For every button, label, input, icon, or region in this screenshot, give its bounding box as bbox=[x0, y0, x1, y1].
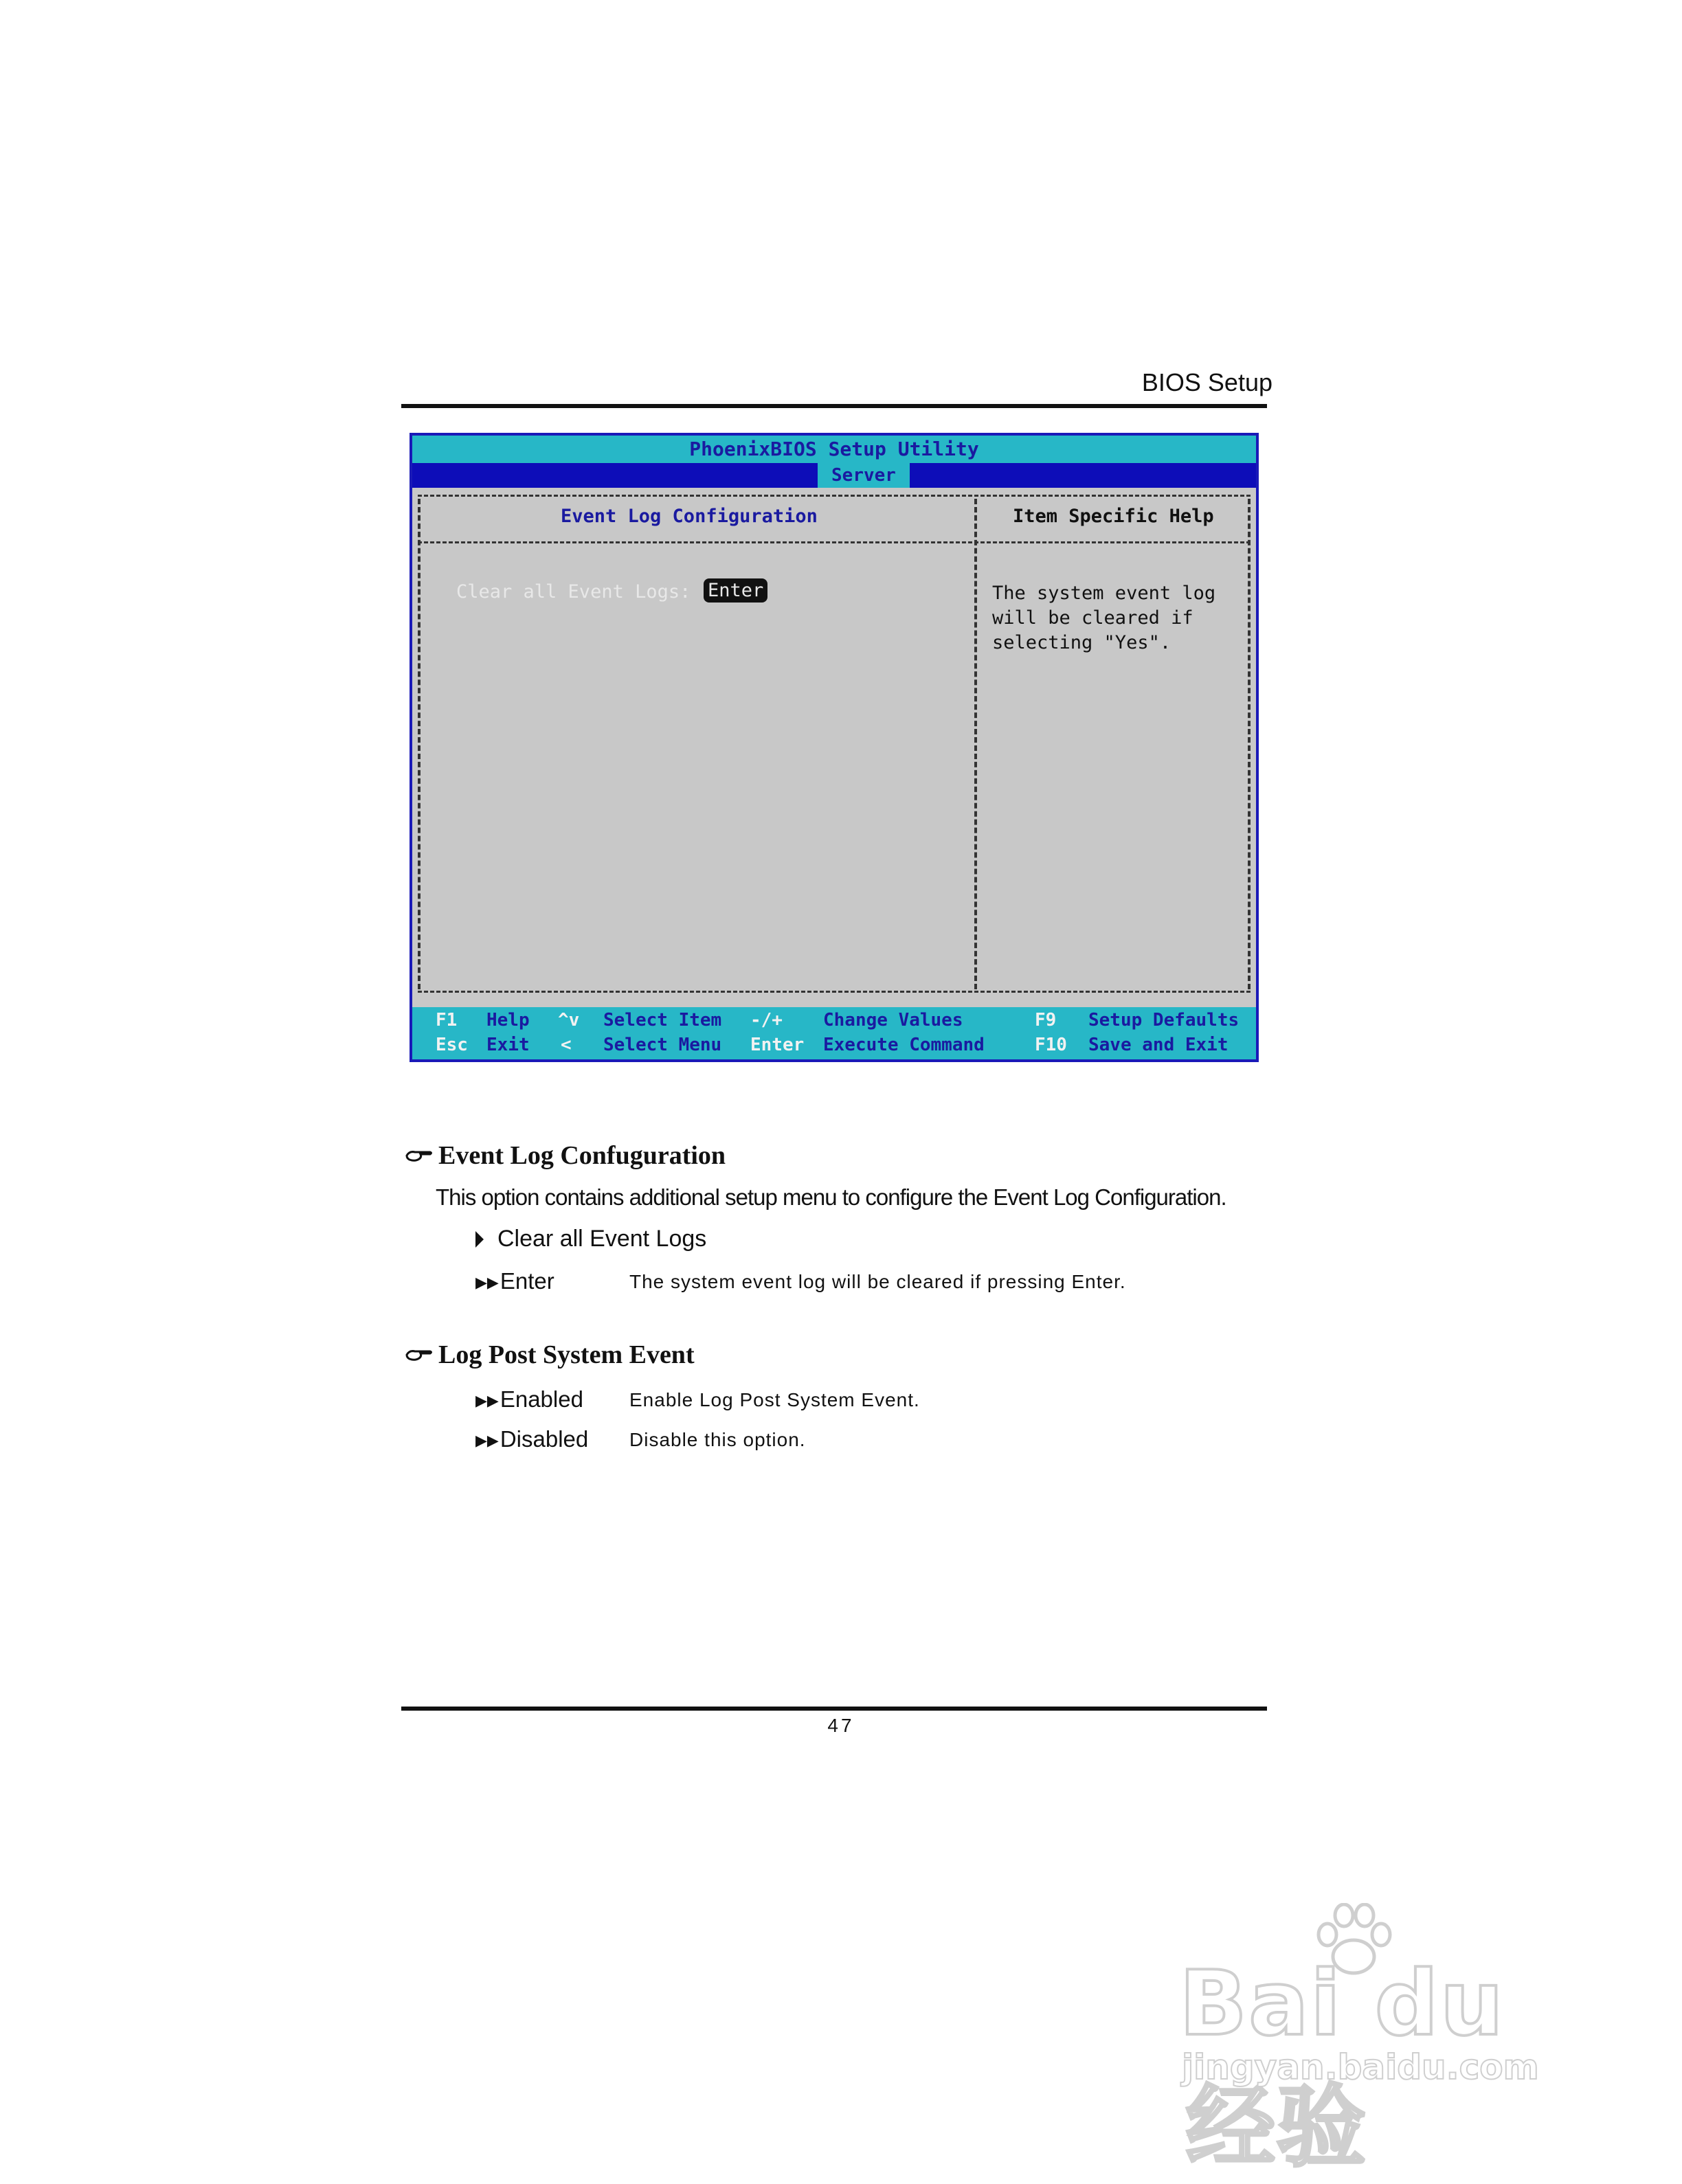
bios-key-f9: F9 bbox=[1035, 1010, 1057, 1031]
bios-key-desc: Exit bbox=[486, 1035, 530, 1055]
double-arrow-icon: ▶▶ bbox=[475, 1274, 499, 1291]
option-description: The system event log will be cleared if pressing Enter. bbox=[629, 1271, 1126, 1292]
section-paragraph: This option contains additional setup menu to configure the Event Log Configuration. bbox=[436, 1184, 1226, 1210]
page-number: 47 bbox=[827, 1715, 855, 1736]
section-title: Event Log Confuguration bbox=[438, 1141, 726, 1170]
bios-footer bbox=[412, 1007, 1256, 1059]
option-row bbox=[475, 1268, 554, 1294]
bios-item-value: Enter bbox=[704, 578, 767, 603]
bios-key-f10: F10 bbox=[1035, 1035, 1067, 1055]
option-row bbox=[475, 1426, 588, 1452]
triangle-bullet-icon bbox=[475, 1231, 484, 1248]
option-row bbox=[475, 1386, 583, 1412]
bios-key-desc: Help bbox=[486, 1010, 530, 1031]
option-label: Enter bbox=[500, 1268, 554, 1294]
watermark-brand: Bai du经验 bbox=[1179, 1951, 1505, 2179]
pointing-hand-icon bbox=[405, 1340, 434, 1370]
option-label: Disabled bbox=[500, 1426, 589, 1452]
bios-menubar bbox=[412, 463, 1256, 488]
section-heading bbox=[405, 1140, 726, 1171]
option-description: Enable Log Post System Event. bbox=[629, 1389, 920, 1410]
bios-border-right bbox=[1248, 499, 1251, 989]
bios-key-esc: Esc bbox=[436, 1035, 468, 1055]
bios-key-f1: F1 bbox=[436, 1010, 458, 1031]
option-label: Enabled bbox=[500, 1386, 583, 1412]
option-title bbox=[475, 1226, 706, 1252]
page-header-title: BIOS Setup bbox=[1141, 368, 1272, 396]
bios-key-desc: Select Item bbox=[603, 1010, 722, 1031]
bios-key-plusminus: -/+ bbox=[750, 1010, 783, 1031]
section-title: Log Post System Event bbox=[438, 1340, 695, 1369]
section-heading bbox=[405, 1340, 695, 1370]
bios-key-desc: Setup Defaults bbox=[1088, 1010, 1240, 1031]
bios-help-text: The system event log will be cleared if selecting "Yes". bbox=[992, 583, 1216, 653]
footer-rule bbox=[401, 1707, 1267, 1711]
bios-divider-top bbox=[418, 495, 1251, 497]
bios-divider-header bbox=[418, 541, 1251, 543]
pointing-hand-icon bbox=[405, 1140, 434, 1171]
double-arrow-icon: ▶▶ bbox=[475, 1432, 499, 1449]
bios-key-desc: Save and Exit bbox=[1088, 1035, 1229, 1055]
bios-tab-server: Server bbox=[818, 463, 910, 488]
bios-key-desc: Change Values bbox=[823, 1010, 963, 1031]
option-title-text: Clear all Event Logs bbox=[497, 1226, 707, 1252]
bios-key-desc: Select Menu bbox=[603, 1035, 722, 1055]
bios-left-heading: Event Log Configuration bbox=[561, 506, 818, 527]
bios-key-desc: Execute Command bbox=[823, 1035, 985, 1055]
bios-item-label: Clear all Event Logs: bbox=[456, 581, 691, 603]
option-description: Disable this option. bbox=[629, 1429, 806, 1450]
baidu-watermark bbox=[1179, 1903, 1564, 2179]
bios-key-arrows: ^v bbox=[558, 1010, 580, 1031]
bios-screenshot bbox=[410, 433, 1259, 1062]
bios-key-enter: Enter bbox=[750, 1035, 805, 1055]
bios-title: PhoenixBIOS Setup Utility bbox=[412, 436, 1256, 463]
watermark-url: jingyan.baidu.com bbox=[1182, 2047, 1539, 2087]
header-rule bbox=[401, 404, 1267, 408]
double-arrow-icon: ▶▶ bbox=[475, 1392, 499, 1409]
bios-column-divider bbox=[974, 499, 977, 989]
bios-divider-bottom bbox=[418, 991, 1251, 993]
bios-key-left: < bbox=[561, 1035, 572, 1055]
bios-right-heading: Item Specific Help bbox=[1013, 506, 1214, 527]
bios-border-left bbox=[418, 499, 420, 989]
